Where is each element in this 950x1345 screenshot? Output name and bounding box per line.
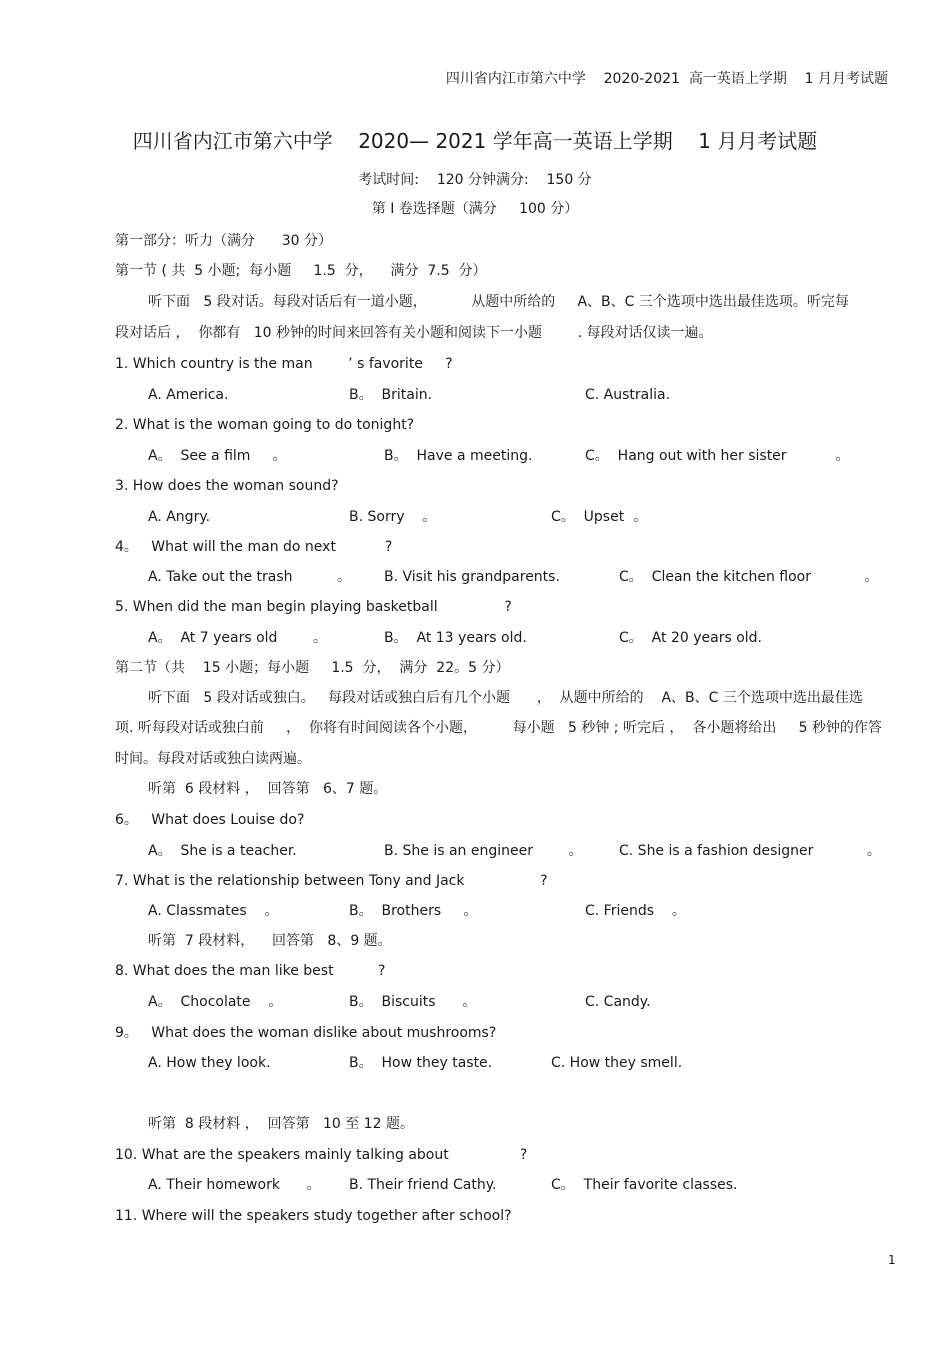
option-a: A。 She is a teacher. bbox=[148, 843, 297, 859]
question-stem: 9。 What does the woman dislike about mushrooms? bbox=[115, 1025, 497, 1041]
option-b: B。 Britain. bbox=[349, 387, 433, 403]
question-stem: 7. What is the relationship between Tony and Jack ? bbox=[115, 873, 548, 889]
question-stem: 5. When did the man begin playing basketball ? bbox=[115, 599, 512, 615]
question-stem: 8. What does the man like best ? bbox=[115, 963, 386, 979]
option-b: B。 How they taste. bbox=[349, 1055, 493, 1071]
section2-instruction: 项. 听每段对话或独白前 ， 你将有时间阅读各个小题， 每小题 5 秒钟 ; 听完后 ， 各小题将给出 5 秒钟的作答 bbox=[115, 720, 882, 736]
option-b: B. Visit his grandparents. bbox=[384, 569, 560, 585]
option-a: A. Classmates 。 bbox=[148, 903, 279, 919]
exam-info: 考试时间: 120 分钟满分: 150 分 bbox=[358, 172, 592, 188]
option-a: A. America. bbox=[148, 387, 229, 403]
section1-title: 第一节 ( 共 5 小题; 每小题 1.5 分， 满分 7.5 分） bbox=[115, 263, 487, 279]
option-c: C. How they smell. bbox=[551, 1055, 683, 1071]
option-b: B. Sorry 。 bbox=[349, 509, 437, 525]
option-c: C。 Clean the kitchen floor 。 bbox=[619, 569, 879, 585]
section2-title: 第二节（共 15 小题；每小题 1.5 分， 满分 22。5 分） bbox=[115, 660, 510, 676]
option-b: B。 Have a meeting. bbox=[384, 448, 533, 464]
option-b: B. Their friend Cathy. bbox=[349, 1177, 497, 1193]
option-c: C。 Hang out with her sister 。 bbox=[585, 448, 850, 464]
option-a: A. Take out the trash 。 bbox=[148, 569, 352, 585]
material-prompt: 听第 7 段材料， 回答第 8、9 题。 bbox=[148, 933, 392, 949]
option-a: A. Angry. bbox=[148, 509, 211, 525]
option-b: B. She is an engineer 。 bbox=[384, 843, 583, 859]
question-stem: 6。 What does Louise do? bbox=[115, 812, 305, 828]
question-stem: 2. What is the woman going to do tonight? bbox=[115, 417, 415, 433]
section1-instruction: 段对话后 ， 你都有 10 秒钟的时间来回答有关小题和阅读下一小题 . 每段对话仅读一遍。 bbox=[115, 325, 713, 341]
option-b: B。 Brothers 。 bbox=[349, 903, 478, 919]
question-stem: 4。 What will the man do next ? bbox=[115, 539, 393, 555]
section2-instruction: 听下面 5 段对话或独白。 每段对话或独白后有几个小题 ， 从题中所给的 A、B、C 三个选项中选出最佳选 bbox=[148, 690, 863, 706]
option-c: C。 Their favorite classes. bbox=[551, 1177, 738, 1193]
exam-title: 四川省内江市第六中学 2020— 2021 学年高一英语上学期 1 月月考试题 bbox=[132, 129, 818, 153]
option-a: A。 See a film 。 bbox=[148, 448, 287, 464]
option-c: C. Friends 。 bbox=[585, 903, 686, 919]
option-a: A。 At 7 years old 。 bbox=[148, 630, 328, 646]
option-a: A. How they look. bbox=[148, 1055, 271, 1071]
option-c: C. Australia. bbox=[585, 387, 671, 403]
option-c: C。 Upset 。 bbox=[551, 509, 648, 525]
question-stem: 10. What are the speakers mainly talking about ? bbox=[115, 1147, 528, 1163]
section2-instruction: 时间。每段对话或独白读两遍。 bbox=[115, 751, 311, 767]
volume-title: 第 I 卷选择题（满分 100 分） bbox=[371, 201, 579, 217]
running-header: 四川省内江市第六中学 2020-2021 高一英语上学期 1 月月考试题 bbox=[445, 71, 888, 87]
option-a: A。 Chocolate 。 bbox=[148, 994, 283, 1010]
material-prompt: 听第 8 段材料 ， 回答第 10 至 12 题。 bbox=[148, 1116, 414, 1132]
question-stem: 1. Which country is the man ’ s favorite ? bbox=[115, 356, 453, 372]
option-a: A. Their homework 。 bbox=[148, 1177, 321, 1193]
option-c: C. Candy. bbox=[585, 994, 651, 1010]
option-b: B。 Biscuits 。 bbox=[349, 994, 477, 1010]
part1-title: 第一部分：听力（满分 30 分） bbox=[115, 233, 332, 249]
option-b: B。 At 13 years old. bbox=[384, 630, 527, 646]
option-c: C. She is a fashion designer 。 bbox=[619, 843, 881, 859]
question-stem: 3. How does the woman sound? bbox=[115, 478, 339, 494]
section1-instruction: 听下面 5 段对话。每段对话后有一道小题， 从题中所给的 A、B、C 三个选项中选出最佳选项。听完每 bbox=[148, 294, 849, 310]
page-number: 1 bbox=[888, 1253, 896, 1267]
option-c: C。 At 20 years old. bbox=[619, 630, 762, 646]
question-stem: 11. Where will the speakers study together after school? bbox=[115, 1208, 512, 1224]
material-prompt: 听第 6 段材料 ， 回答第 6、7 题。 bbox=[148, 781, 388, 797]
